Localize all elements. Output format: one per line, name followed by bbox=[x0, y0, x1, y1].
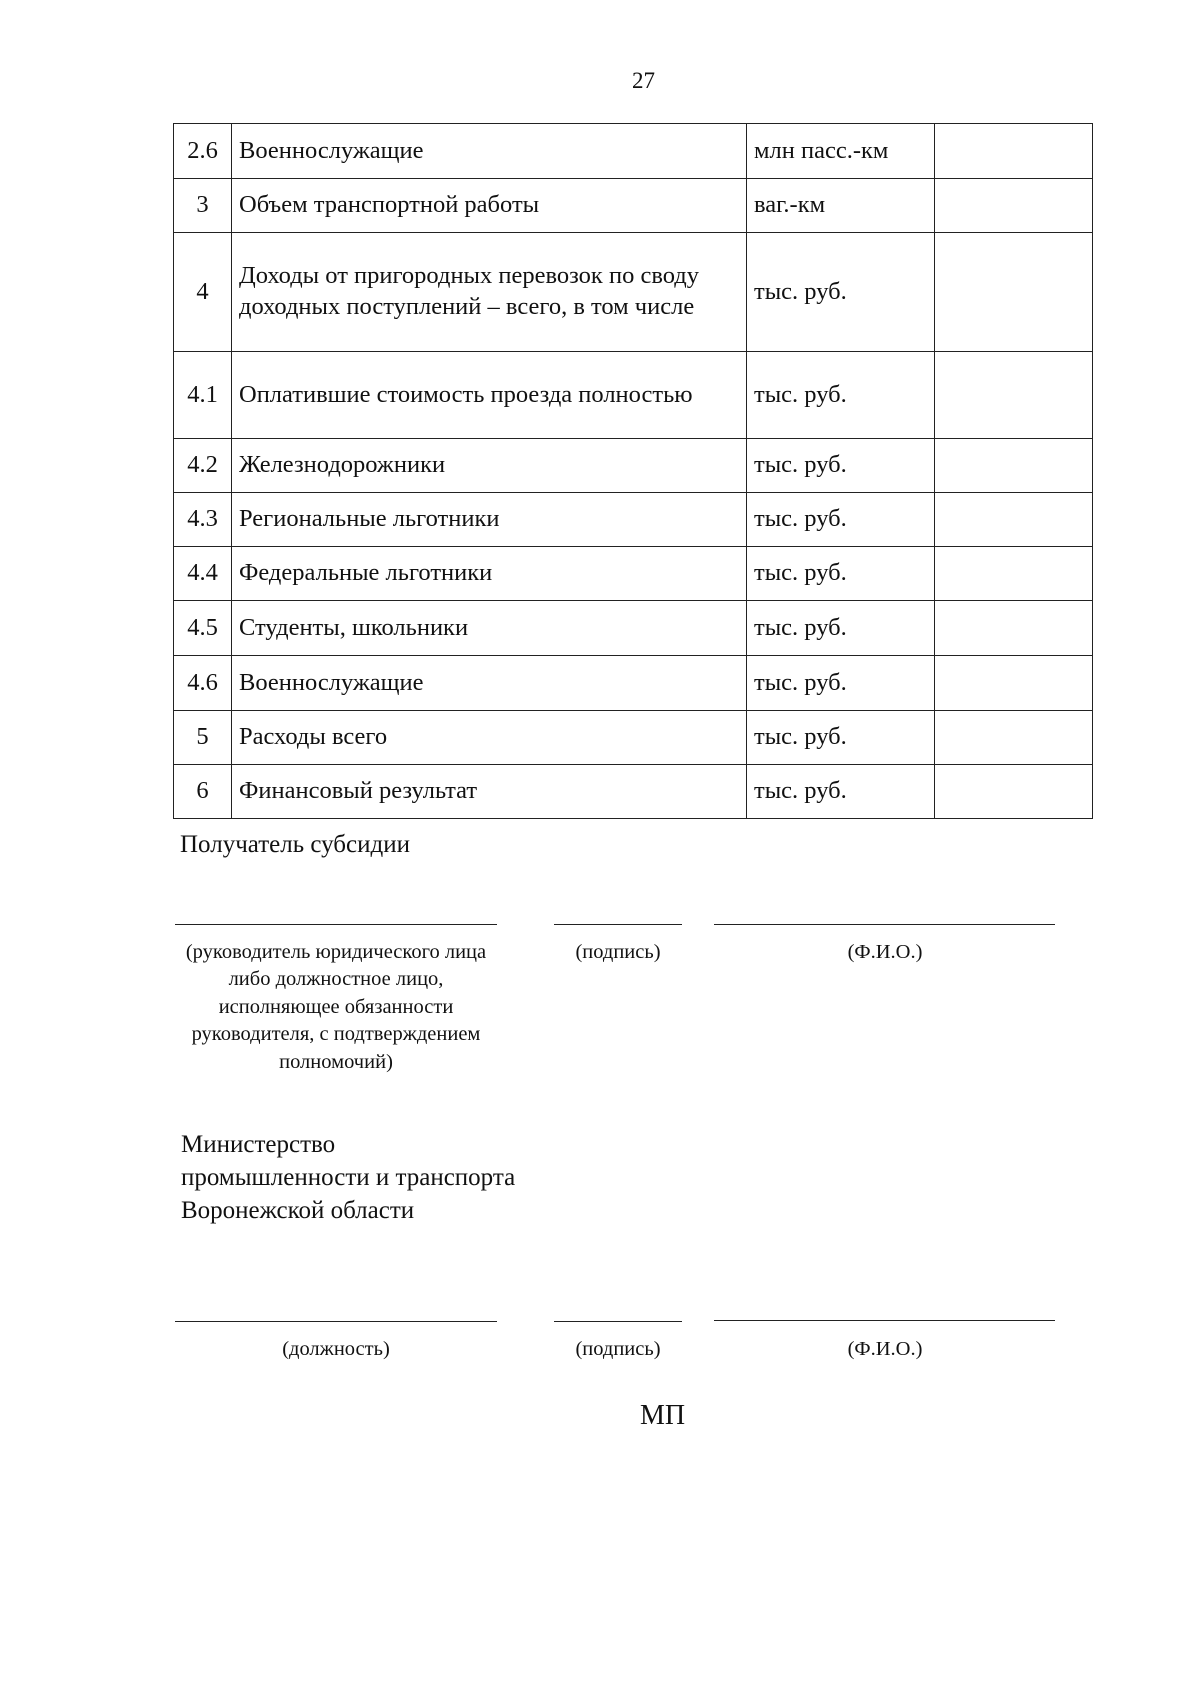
row-number: 4 bbox=[174, 233, 232, 352]
table-row bbox=[174, 493, 1093, 547]
row-number: 4.3 bbox=[174, 493, 232, 547]
row-indicator: Военнослужащие bbox=[232, 124, 747, 179]
row-unit: тыс. руб. bbox=[747, 656, 935, 711]
row-value bbox=[935, 547, 1093, 601]
table-row bbox=[174, 124, 1093, 179]
table-row bbox=[174, 439, 1093, 493]
row-indicator: Финансовый результат bbox=[232, 765, 747, 819]
row-indicator: Федеральные льготники bbox=[232, 547, 747, 601]
row-number: 6 bbox=[174, 765, 232, 819]
row-number: 4.5 bbox=[174, 601, 232, 656]
ministry-position-caption: (должность) bbox=[282, 1338, 390, 1360]
row-indicator: Железнодорожники bbox=[232, 439, 747, 493]
row-number: 4.1 bbox=[174, 352, 232, 439]
row-value bbox=[935, 352, 1093, 439]
ministry-name-caption: (Ф.И.О.) bbox=[847, 1338, 923, 1360]
row-number: 4.2 bbox=[174, 439, 232, 493]
recipient-signature-line[interactable] bbox=[554, 924, 682, 925]
row-indicator: Военнослужащие bbox=[232, 656, 747, 711]
recipient-title: Получатель субсидии bbox=[180, 831, 410, 858]
row-value bbox=[935, 711, 1093, 765]
table-row bbox=[174, 601, 1093, 656]
row-unit: тыс. руб. bbox=[747, 601, 935, 656]
row-indicator: Студенты, школьники bbox=[232, 601, 747, 656]
row-unit: млн пасс.-км bbox=[747, 124, 935, 179]
row-indicator: Расходы всего bbox=[232, 711, 747, 765]
row-unit: тыс. руб. bbox=[747, 439, 935, 493]
page-number: 27 bbox=[632, 68, 655, 93]
row-value bbox=[935, 179, 1093, 233]
recipient-position-caption: (руководитель юридического лица либо должностное лицо, исполняющее обязанности руководителя, с подтверждением полномочий) bbox=[185, 941, 487, 1073]
row-number: 4.6 bbox=[174, 656, 232, 711]
row-value bbox=[935, 439, 1093, 493]
table-row bbox=[174, 352, 1093, 439]
ministry-name-line[interactable] bbox=[714, 1320, 1055, 1321]
row-number: 3 bbox=[174, 179, 232, 233]
table-row bbox=[174, 656, 1093, 711]
row-unit: тыс. руб. bbox=[747, 711, 935, 765]
indicators-table bbox=[173, 123, 1093, 819]
row-unit: тыс. руб. bbox=[747, 233, 935, 352]
stamp-placeholder: МП bbox=[640, 1400, 686, 1431]
table-row bbox=[174, 711, 1093, 765]
row-number: 4.4 bbox=[174, 547, 232, 601]
ministry-position-line[interactable] bbox=[175, 1321, 497, 1322]
row-number: 5 bbox=[174, 711, 232, 765]
row-value bbox=[935, 493, 1093, 547]
ministry-signature-line[interactable] bbox=[554, 1321, 682, 1322]
ministry-title: Министерство промышленности и транспорта Воронежской области bbox=[181, 1131, 516, 1224]
table-row bbox=[174, 765, 1093, 819]
recipient-name-caption: (Ф.И.О.) bbox=[847, 941, 923, 963]
recipient-name-line[interactable] bbox=[714, 924, 1055, 925]
row-value bbox=[935, 601, 1093, 656]
row-unit: тыс. руб. bbox=[747, 547, 935, 601]
row-indicator: Доходы от пригородных перевозок по своду доходных поступлений – всего, в том числе bbox=[232, 233, 747, 352]
row-value bbox=[935, 233, 1093, 352]
row-number: 2.6 bbox=[174, 124, 232, 179]
row-value bbox=[935, 765, 1093, 819]
table-row bbox=[174, 233, 1093, 352]
row-unit: ваг.-км bbox=[747, 179, 935, 233]
row-unit: тыс. руб. bbox=[747, 765, 935, 819]
row-unit: тыс. руб. bbox=[747, 493, 935, 547]
row-indicator: Оплатившие стоимость проезда полностью bbox=[232, 352, 747, 439]
ministry-signature-caption: (подпись) bbox=[575, 1338, 661, 1360]
table-row bbox=[174, 547, 1093, 601]
table-row bbox=[174, 179, 1093, 233]
row-indicator: Объем транспортной работы bbox=[232, 179, 747, 233]
row-indicator: Региональные льготники bbox=[232, 493, 747, 547]
recipient-signature-caption: (подпись) bbox=[575, 941, 661, 963]
row-unit: тыс. руб. bbox=[747, 352, 935, 439]
row-value bbox=[935, 124, 1093, 179]
recipient-position-line[interactable] bbox=[175, 924, 497, 925]
row-value bbox=[935, 656, 1093, 711]
